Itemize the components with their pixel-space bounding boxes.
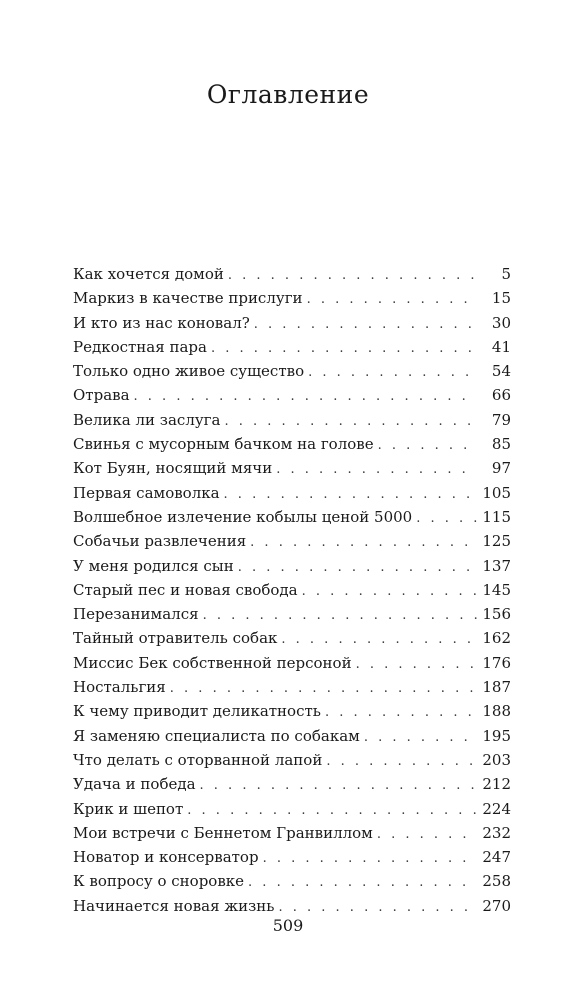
toc-entry-page: 270 bbox=[482, 896, 511, 915]
toc-entry[interactable] bbox=[73, 894, 511, 918]
toc-entry[interactable] bbox=[73, 748, 511, 772]
toc-entry[interactable] bbox=[73, 456, 511, 480]
toc-entry-page: 137 bbox=[482, 556, 511, 575]
toc-entry-title: Волшебное излечение кобылы ценой 5000 bbox=[73, 507, 413, 526]
toc-entry-page: 105 bbox=[482, 483, 511, 502]
toc-entry-page: 156 bbox=[482, 605, 511, 624]
toc-entry[interactable] bbox=[73, 505, 511, 529]
toc-entry[interactable] bbox=[73, 869, 511, 893]
toc-entry[interactable] bbox=[73, 772, 511, 796]
dot-leader bbox=[225, 410, 478, 434]
dot-leader bbox=[326, 750, 477, 774]
toc-entry-page: 195 bbox=[482, 726, 511, 745]
dot-leader bbox=[416, 507, 477, 531]
dot-leader bbox=[276, 458, 477, 482]
toc-entry-title: Маркиз в качестве прислуги bbox=[73, 289, 303, 308]
toc-entry-page: 15 bbox=[491, 289, 511, 308]
toc-entry-title: Старый пес и новая свобода bbox=[73, 580, 298, 599]
toc-entry-title: Удача и победа bbox=[73, 775, 196, 794]
toc-entry-page: 66 bbox=[491, 386, 511, 405]
toc-entry-title: К вопросу о сноровке bbox=[73, 872, 245, 891]
toc-entry[interactable] bbox=[73, 383, 511, 407]
toc-entry-page: 30 bbox=[491, 313, 511, 332]
toc-entry[interactable] bbox=[73, 359, 511, 383]
toc-entry-title: Мои встречи с Беннетом Гранвиллом bbox=[73, 823, 373, 842]
toc-entry[interactable] bbox=[73, 262, 511, 286]
toc-entry[interactable] bbox=[73, 651, 511, 675]
toc-entry-title: Миссис Бек собственной персоной bbox=[73, 653, 352, 672]
toc-entry-title: Отрава bbox=[73, 386, 130, 405]
toc-entry[interactable] bbox=[73, 845, 511, 869]
dot-leader bbox=[170, 677, 477, 701]
toc-entry-title: Кот Буян, носящий мячи bbox=[73, 459, 273, 478]
table-of-contents bbox=[73, 262, 511, 918]
toc-entry-title: К чему приводит деликатность bbox=[73, 702, 321, 721]
dot-leader bbox=[200, 774, 477, 798]
dot-leader bbox=[307, 288, 477, 312]
toc-entry[interactable] bbox=[73, 481, 511, 505]
dot-leader bbox=[377, 823, 477, 847]
dot-leader bbox=[228, 264, 477, 288]
toc-entry[interactable] bbox=[73, 797, 511, 821]
toc-entry-page: 5 bbox=[501, 265, 511, 283]
toc-entry[interactable] bbox=[73, 675, 511, 699]
toc-entry-page: 85 bbox=[491, 435, 511, 454]
toc-entry-page: 79 bbox=[491, 410, 511, 429]
toc-entry[interactable] bbox=[73, 626, 511, 650]
toc-entry-title: Собачьи развлечения bbox=[73, 532, 247, 551]
toc-entry-page: 188 bbox=[482, 702, 511, 721]
toc-entry[interactable] bbox=[73, 286, 511, 310]
dot-leader bbox=[248, 871, 477, 895]
toc-entry-title: У меня родился сын bbox=[73, 556, 234, 575]
toc-entry[interactable] bbox=[73, 602, 511, 626]
toc-entry[interactable] bbox=[73, 699, 511, 723]
toc-entry-page: 176 bbox=[482, 653, 511, 672]
toc-entry-title: Начинается новая жизнь bbox=[73, 896, 275, 915]
toc-entry-title: Только одно живое существо bbox=[73, 362, 305, 381]
dot-leader bbox=[134, 385, 477, 409]
dot-leader bbox=[378, 434, 477, 458]
toc-entry-page: 54 bbox=[491, 362, 511, 381]
toc-entry-page: 115 bbox=[482, 507, 511, 526]
dot-leader bbox=[203, 604, 477, 628]
toc-entry-title: Велика ли заслуга bbox=[73, 410, 221, 429]
dot-leader bbox=[238, 556, 477, 580]
toc-entry-title: Первая самоволка bbox=[73, 483, 220, 502]
dot-leader bbox=[250, 531, 477, 555]
toc-entry-page: 232 bbox=[482, 823, 511, 842]
toc-entry-title: Что делать с оторванной лапой bbox=[73, 750, 323, 769]
toc-entry-title: Свинья с мусорным бачком на голове bbox=[73, 435, 374, 454]
toc-entry[interactable] bbox=[73, 408, 511, 432]
toc-entry-title: Я заменяю специалиста по собакам bbox=[73, 726, 360, 745]
toc-entry-title: Ностальгия bbox=[73, 678, 166, 697]
toc-entry-page: 145 bbox=[482, 580, 511, 599]
toc-entry-title: Редкостная пара bbox=[73, 337, 207, 356]
toc-entry-title: Перезанимался bbox=[73, 605, 199, 624]
dot-leader bbox=[364, 726, 477, 750]
toc-entry-page: 224 bbox=[482, 799, 511, 818]
toc-entry[interactable] bbox=[73, 821, 511, 845]
toc-entry-title: Новатор и консерватор bbox=[73, 848, 259, 867]
toc-entry-page: 212 bbox=[482, 775, 511, 794]
toc-entry-page: 247 bbox=[482, 848, 511, 867]
toc-entry[interactable] bbox=[73, 529, 511, 553]
toc-entry[interactable] bbox=[73, 578, 511, 602]
page-title: Оглавление bbox=[206, 80, 370, 109]
toc-entry-page: 162 bbox=[482, 629, 511, 648]
dot-leader bbox=[308, 361, 477, 385]
toc-entry-title: И кто из нас коновал? bbox=[73, 313, 250, 332]
toc-entry-page: 41 bbox=[491, 337, 511, 356]
toc-entry-page: 187 bbox=[482, 678, 511, 697]
toc-entry[interactable] bbox=[73, 432, 511, 456]
toc-entry-page: 125 bbox=[482, 532, 511, 551]
toc-entry-page: 258 bbox=[482, 872, 511, 891]
dot-leader bbox=[325, 701, 477, 725]
toc-entry-page: 97 bbox=[491, 459, 511, 478]
toc-entry-title: Как хочется домой bbox=[73, 265, 224, 283]
toc-entry[interactable] bbox=[73, 724, 511, 748]
dot-leader bbox=[211, 337, 477, 361]
dot-leader bbox=[281, 628, 477, 652]
toc-entry-page: 203 bbox=[482, 750, 511, 769]
toc-entry-title: Крик и шепот bbox=[73, 799, 184, 818]
dot-leader bbox=[224, 483, 477, 507]
dot-leader bbox=[254, 313, 477, 337]
toc-entry[interactable] bbox=[73, 554, 511, 578]
dot-leader bbox=[356, 653, 477, 677]
dot-leader bbox=[263, 847, 477, 871]
toc-entry[interactable] bbox=[73, 335, 511, 359]
dot-leader bbox=[187, 799, 477, 823]
page-number: 509 bbox=[272, 916, 304, 935]
toc-entry-title: Тайный отравитель собак bbox=[73, 629, 278, 648]
dot-leader bbox=[302, 580, 477, 604]
toc-entry[interactable] bbox=[73, 311, 511, 335]
